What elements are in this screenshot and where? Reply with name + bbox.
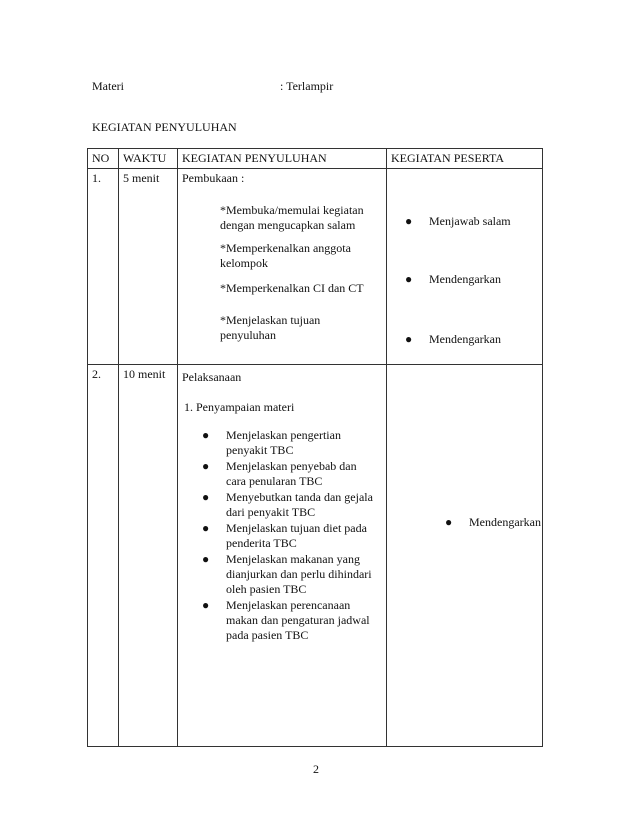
bullet-icon: ● — [405, 272, 413, 286]
row1-no: 1. — [88, 169, 119, 365]
bullet-icon: ● — [202, 490, 210, 504]
kegiatan-table — [87, 148, 543, 747]
header-kegiatan-penyuluhan: KEGIATAN PENYULUHAN — [178, 149, 387, 169]
bullet-icon: ● — [405, 214, 413, 228]
table-header-row — [88, 149, 543, 169]
row1-kegiatan — [178, 169, 387, 365]
materi-label: Materi — [92, 79, 124, 93]
row2-peserta: ● Mendengarkan — [387, 365, 543, 747]
table-row — [88, 169, 543, 365]
row2-waktu: 10 menit — [119, 365, 178, 747]
bullet-icon: ● — [405, 332, 413, 346]
header-kegiatan-peserta: KEGIATAN PESERTA — [387, 149, 543, 169]
bullet-icon: ● — [445, 515, 453, 529]
row1-peserta: ● Menjawab salam ● Mendengarkan ● Mendengarkan — [387, 169, 543, 365]
bullet-icon: ● — [202, 459, 210, 473]
row1-activity: *Memperkenalkan CI dan CT — [220, 281, 364, 295]
row2-title: Pelaksanaan — [182, 370, 242, 384]
bullet-icon: ● — [202, 598, 210, 612]
bullet-icon: ● — [202, 428, 210, 442]
row1-activity: *Memperkenalkan anggota kelompok — [220, 241, 351, 270]
row1-title: Pembukaan : — [182, 171, 245, 185]
row1-waktu: 5 menit — [119, 169, 178, 365]
table-row — [88, 365, 543, 747]
row2-subtitle: 1. Penyampaian materi — [184, 400, 295, 414]
bullet-icon: ● — [202, 552, 210, 566]
materi-value: : Terlampir — [280, 79, 334, 93]
row2-kegiatan: Pelaksanaan 1. Penyampaian materi ● Menjelaskan pengertian penyakit TBC ● Menjelaskan penyebab dan cara penularan TBC ● Menyebutkan tanda dan gejala dari penyakit TBC ● Menjelaskan tujuan diet pada penderita TBC ● Menjelaskan makanan yang dianjurkan dan perlu dihindari oleh pasien TBC ● Menjelaskan perencanaan makan dan pengaturan jadwal pada pasien TBC — [178, 365, 387, 747]
page-number: 2 — [313, 762, 319, 776]
row2-no: 2. — [88, 365, 119, 747]
header-waktu: WAKTU — [119, 149, 178, 169]
bullet-icon: ● — [202, 521, 210, 535]
row1-activity: *Membuka/memulai kegiatan dengan mengucapkan salam — [220, 203, 364, 232]
header-no: NO — [88, 149, 119, 169]
row1-activity: *Menjelaskan tujuan penyuluhan — [220, 313, 321, 342]
section-title: KEGIATAN PENYULUHAN — [92, 120, 237, 134]
